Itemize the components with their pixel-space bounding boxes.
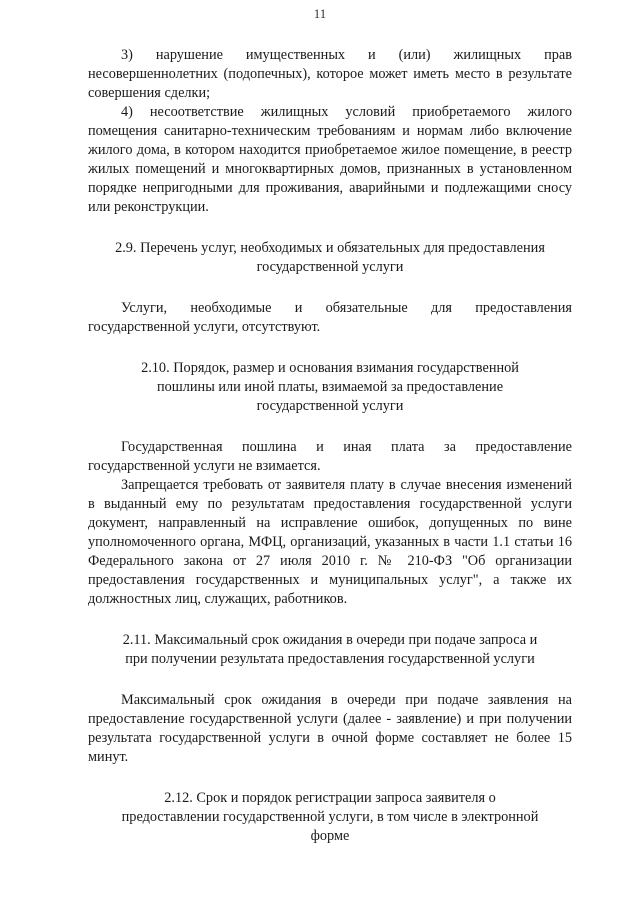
document-body — [88, 46, 572, 846]
section-heading-2-9: 2.9. Перечень услуг, необходимых и обязательных для предоставления государственной услуги — [115, 240, 545, 275]
paragraph-services-absent: Услуги, необходимые и обязательные для предоставления государственной услуги, отсутствуют. — [88, 300, 572, 335]
section-heading-2-12: 2.12. Срок и порядок регистрации запроса заявителя о предоставлении государственной услуги, в том числе в электронной форме — [121, 790, 539, 844]
paragraph-item-4: 4) несоответствие жилищных условий приобретаемого жилого помещения санитарно-техническим требованиям и нормам либо включение жилого дома, в котором находится приобретаемое жилое помещение, в реестр жилых помещений и многоквартирных домов, признанных в установленном порядке непригодными для проживания, аварийными и подлежащими сносу или реконструкции. — [88, 104, 572, 215]
section-heading-2-11: 2.11. Максимальный срок ожидания в очереди при подаче запроса и при получении результата предоставления государственной услуги — [122, 632, 538, 667]
paragraph-no-fee: Государственная пошлина и иная плата за предоставление государственной услуги не взимается. — [88, 439, 572, 474]
paragraph-max-wait: Максимальный срок ожидания в очереди при подаче заявления на предоставление государственной услуги (далее - заявление) и при получении результата государственной услуги в очной форме составляет не более 15 минут. — [88, 692, 572, 765]
page-number: 11 — [313, 6, 327, 21]
section-heading-2-10: 2.10. Порядок, размер и основания взимания государственной пошлины или иной платы, взимаемой за предоставление государственной услуги — [141, 360, 519, 414]
paragraph-item-3: 3) нарушение имущественных и (или) жилищных прав несовершеннолетних (подопечных), которое может иметь место в результате совершения сделки; — [88, 47, 572, 101]
paragraph-fee-prohibition: Запрещается требовать от заявителя плату в случае внесения изменений в выданный ему по результатам предоставления государственной услуги документ, направленный на исправление ошибок, допущенных по вине уполномоченного органа, МФЦ, организаций, указанных в части 1.1 статьи 16 Федерального закона от 27 июля 2010 г. № 210-ФЗ "Об организации предоставления государственных и муниципальных услуг", а также их должностных лиц, служащих, работников. — [88, 477, 572, 607]
